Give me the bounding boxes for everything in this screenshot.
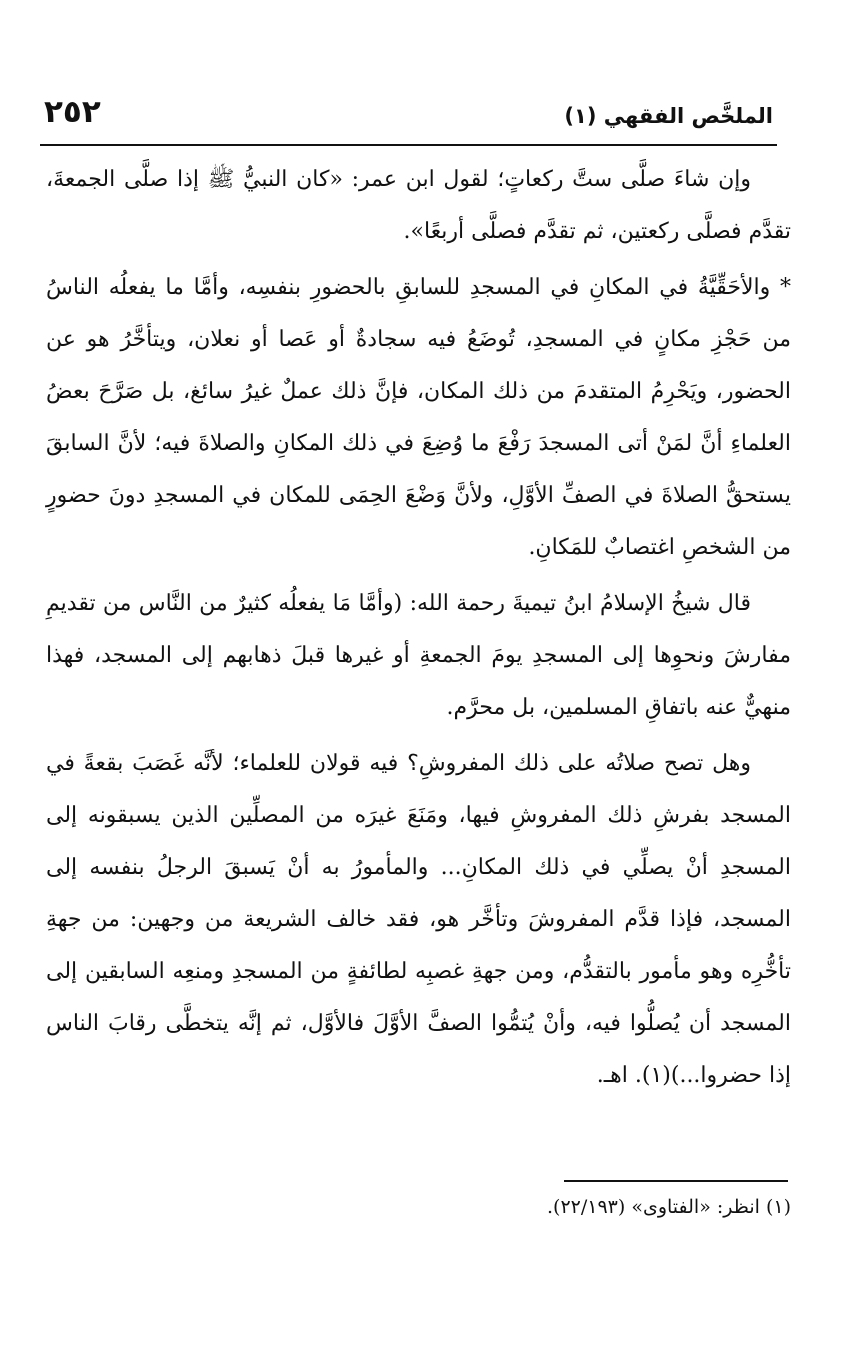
- page-header: [40, 92, 777, 146]
- page-number: ٢٥٢: [44, 94, 101, 130]
- main-text: [46, 154, 791, 1106]
- footnote: (١) انظر: «الفتاوى» (٢٢/١٩٣).: [546, 1196, 791, 1218]
- paragraph: وهل تصح صلاتُه على ذلك المفروشِ؟ فيه قولان للعلماء؛ لأنَّه غَصَبَ بقعةً في المسجد بفرشِ ذلك المفروشِ فيها، ومَنَعَ غيرَه من المصلِّين الذين يسبقونه إلى المسجدِ أنْ يصلِّي في ذلك المكانِ... والمأمورُ به أنْ يَسبقَ الرجلُ بنفسه إلى المسجد، فإذا قدَّم المفروشَ وتأخَّر هو، فقد خالف الشريعة من وجهين: من جهةِ تأخُّرِه وهو مأمور بالتقدُّم، ومن جهةِ غصبِه لطائفةٍ من المسجدِ ومنعِه السابقين إلى المسجد أن يُصلُّوا فيه، وأنْ يُتمُّوا الصفَّ الأوَّلَ فالأوَّل، ثم إنَّه يتخطَّى رقابَ الناس إذا حضروا...)(١). اهـ.: [46, 751, 791, 1088]
- paragraph: * والأحَقِّيَّةُ في المكانِ في المسجدِ للسابقِ بالحضورِ بنفسِه، وأمَّا ما يفعلُه الناسُ من حَجْزِ مكانٍ في المسجدِ، تُوضَعُ فيه سجادةٌ أو عَصا أو نعلان، ويتأخَّرُ هو عن الحضور، ويَحْرِمُ المتقدمَ من ذلك المكان، فإنَّ ذلك عملٌ غيرُ سائغ، بل صَرَّحَ بعضُ العلماءِ أنَّ لمَنْ أتى المسجدَ رَفْعَ ما وُضِعَ في ذلك المكانِ والصلاةَ فيه؛ لأنَّ السابقَ يستحقُّ الصلاةَ في الصفِّ الأوَّلِ، ولأنَّ وَضْعَ الحِمَى للمكان في المسجدِ دونَ حضورٍ من الشخصِ اغتصابٌ للمَكانِ.: [46, 275, 791, 560]
- paragraph: وإن شاءَ صلَّى ستَّ ركعاتٍ؛ لقول ابن عمر: «كان النبيُّ ﷺ إذا صلَّى الجمعةَ، تقدَّم فصلَّى ركعتين، ثم تقدَّم فصلَّى أربعًا».: [46, 167, 791, 244]
- footnote-divider: [564, 1180, 788, 1182]
- paragraph: قال شيخُ الإسلامُ ابنُ تيميةَ رحمة الله: (وأمَّا مَا يفعلُه كثيرٌ من النَّاس من تقديمِ مفارشَ ونحوِها إلى المسجدِ يومَ الجمعةِ أو غيرها قبلَ ذهابهم إلى المسجد، فهذا منهيٌّ عنه باتفاقِ المسلمين، بل محرَّم.: [46, 591, 791, 720]
- book-title: الملخَّص الفقهي (١): [564, 104, 773, 128]
